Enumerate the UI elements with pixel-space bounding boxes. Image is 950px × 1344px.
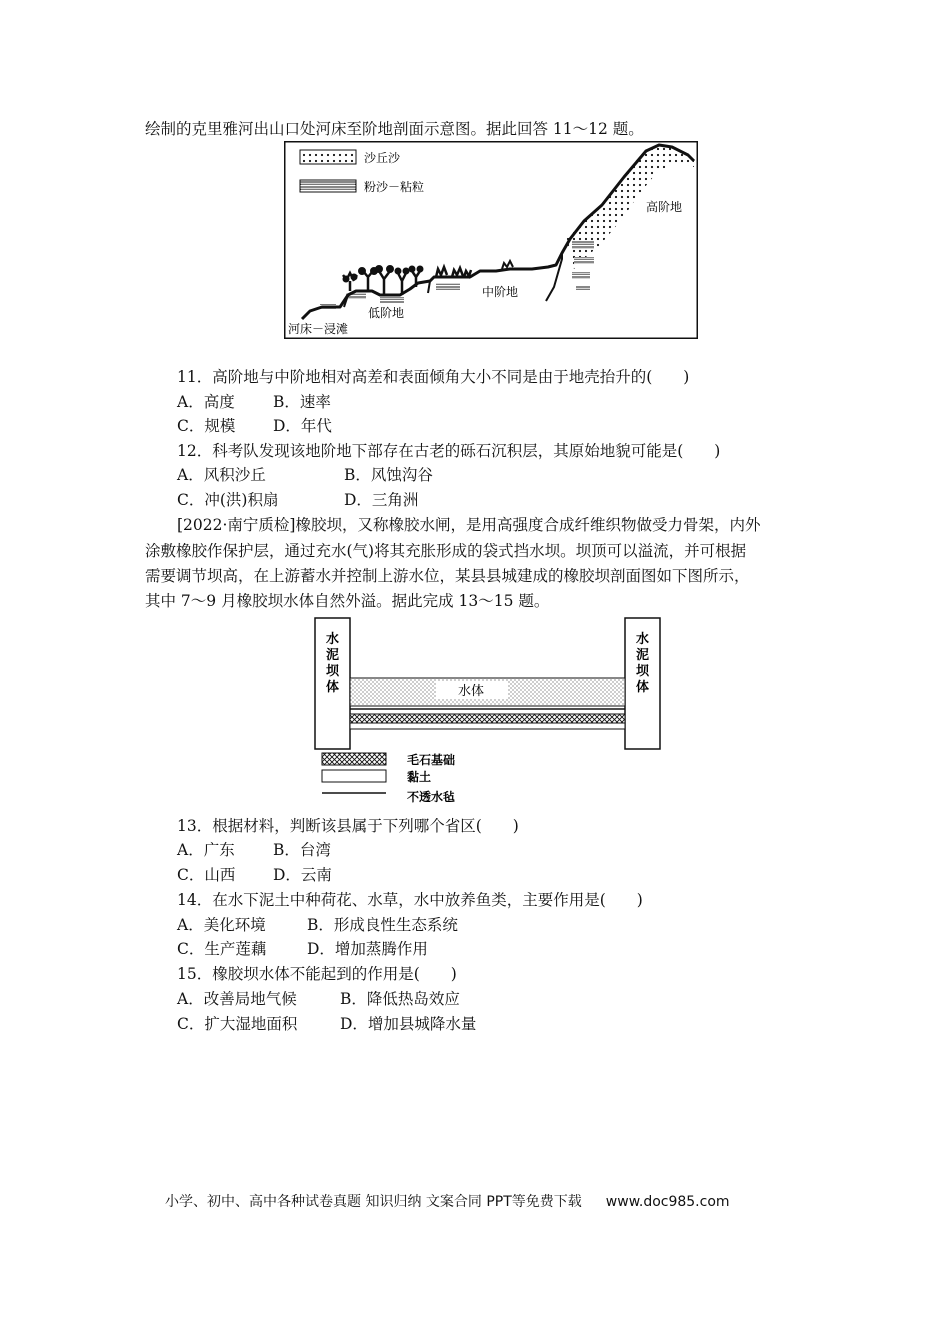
q11-option-c[interactable]: C．规模 [177,417,236,435]
water-label: 水体 [458,684,485,699]
q12-option-b[interactable]: B．风蚀沟谷 [344,466,433,484]
terrace-profile-figure [284,141,698,339]
right-wall-char: 坝 [636,664,650,679]
material-line-3: 需要调节坝高，在上游蓄水并控制上游水位，某县县城建成的橡胶坝剖面图如下图所示， [145,567,750,585]
q15-option-b[interactable]: B．降低热岛效应 [340,990,460,1008]
q14-stem: 14．在水下泥土中种荷花、水草，水中放养鱼类，主要作用是( ) [177,891,643,909]
q15-option-d[interactable]: D．增加县城降水量 [340,1015,477,1033]
page-footer [165,1191,730,1211]
material-line-1: [2022·南宁质检]橡胶坝，又称橡胶水闸，是用高强度合成纤维织物做受力骨架，内外 [177,516,761,534]
footer-text: 小学、初中、高中各种试卷真题 知识归纳 文案合同 PPT等免费下载 [165,1194,582,1210]
intro-text: 绘制的克里雅河出山口处河床至阶地剖面示意图。据此回答 11～12 题。 [145,120,644,138]
silt-lens [380,297,404,303]
right-wall-char: 水 [636,632,650,647]
legend-felt-label: 不透水毡 [407,790,456,804]
legend-clay-swatch [322,770,386,782]
silt-lens [576,285,590,291]
silt-lens [436,283,460,290]
q13-option-b[interactable]: B．台湾 [273,841,331,859]
low-terrace-label: 低阶地 [368,306,405,320]
q12-option-c[interactable]: C．冲(洪)积扇 [177,491,279,509]
riverbed-label: 河床－浸滩 [288,322,349,336]
material-line-2: 涂敷橡胶作保护层，通过充水(气)将其充胀形成的袋式挡水坝。坝顶可以溢流，并可根据 [145,542,747,560]
silt-lens [572,272,590,279]
legend-sand-label: 沙丘沙 [364,151,401,165]
q12-option-d[interactable]: D．三角洲 [344,491,419,509]
right-wall-char: 体 [636,680,650,695]
left-wall-char: 泥 [326,648,340,663]
rubber-dam-figure [312,617,664,805]
q14-option-c[interactable]: C．生产莲藕 [177,940,267,958]
high-terrace-label: 高阶地 [646,200,683,214]
left-wall-char: 水 [326,632,340,647]
left-wall-char: 体 [326,680,340,695]
q11-option-d[interactable]: D．年代 [273,417,332,435]
q13-option-c[interactable]: C．山西 [177,866,236,884]
legend-clay-label: 黏土 [407,770,432,784]
q13-option-a[interactable]: A．广东 [177,841,235,859]
q13-stem: 13．根据材料，判断该县属于下列哪个省区( ) [177,817,519,835]
q14-option-b[interactable]: B．形成良性生态系统 [307,916,458,934]
mid-terrace-label: 中阶地 [482,285,519,299]
q12-stem: 12．科考队发现该地阶地下部存在古老的砾石沉积层，其原始地貌可能是( ) [177,442,721,460]
silt-lens [574,257,594,264]
material-line-4: 其中 7～9 月橡胶坝水体自然外溢。据此完成 13～15 题。 [145,592,550,610]
rubble-foundation [350,714,625,723]
q11-stem: 11．高阶地与中阶地相对高差和表面倾角大小不同是由于地壳抬升的( ) [177,368,690,386]
legend-silt-label: 粉沙－粘粒 [364,180,425,194]
q12-option-a[interactable]: A．风积沙丘 [177,466,266,484]
q15-option-a[interactable]: A．改善局地气候 [177,990,297,1008]
legend-sand-swatch [300,150,356,164]
legend-rubble-swatch [322,753,386,765]
silt-lens [572,241,594,249]
legend-rubble-label: 毛石基础 [407,753,456,767]
footer-url[interactable]: www.doc985.com [605,1194,730,1210]
q11-option-b[interactable]: B．速率 [273,393,331,411]
q15-stem: 15．橡胶坝水体不能起到的作用是( ) [177,965,457,983]
q14-option-a[interactable]: A．美化环境 [177,916,266,934]
right-wall-char: 泥 [636,648,650,663]
q14-option-d[interactable]: D．增加蒸腾作用 [307,940,428,958]
left-wall-char: 坝 [326,664,340,679]
legend-silt-swatch [300,180,356,192]
q11-option-a[interactable]: A．高度 [177,393,235,411]
clay-layer [350,723,625,729]
q13-option-d[interactable]: D．云南 [273,866,332,884]
q15-option-c[interactable]: C．扩大湿地面积 [177,1015,298,1033]
